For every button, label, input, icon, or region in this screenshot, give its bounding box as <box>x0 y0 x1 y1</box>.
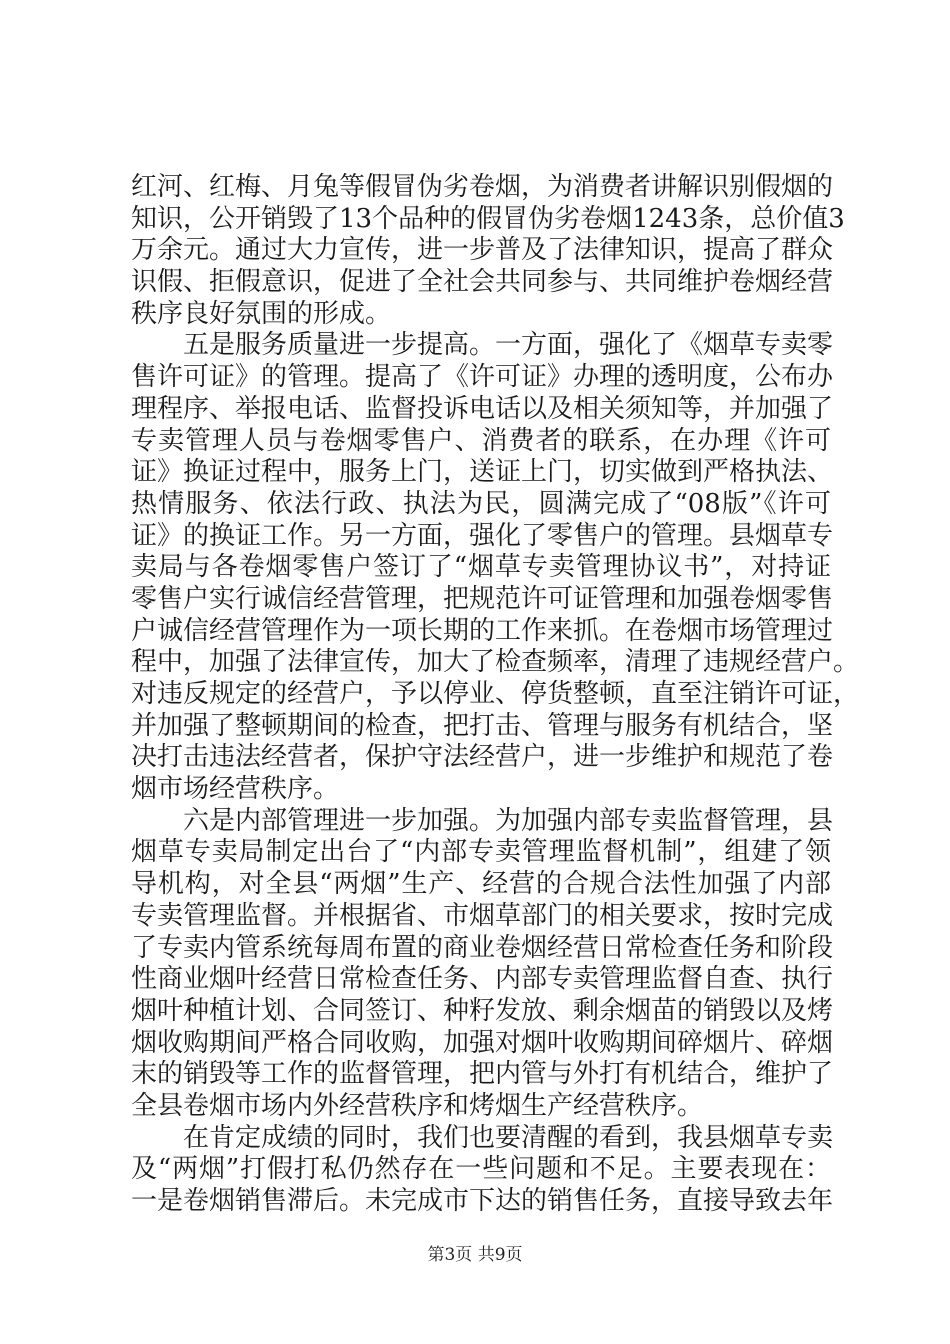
text-line: 热情服务、依法行政、执法为民，圆满完成了“08版”《许可 <box>131 488 831 519</box>
text-line: 烟叶种植计划、合同签订、种籽发放、剩余烟苗的销毁以及烤 <box>131 995 834 1026</box>
page-footer: 第3页 共9页 <box>427 1245 523 1265</box>
text-line: 决打击违法经营者，保护守法经营户，进一步维护和规范了卷 <box>131 742 834 773</box>
text-line: 了专卖内管系统每周布置的商业卷烟经营日常检查任务和阶段 <box>131 932 834 963</box>
text-line: 并加强了整顿期间的检查，把打击、管理与服务有机结合，坚 <box>131 710 834 741</box>
text-line: 六是内部管理进一步加强。为加强内部专卖监督管理，县 <box>131 805 834 836</box>
text-line: 全县卷烟市场内外经营秩序和烤烟生产经营秩序。 <box>131 1090 704 1121</box>
body-text <box>131 172 860 1218</box>
text-line: 烟收购期间严格合同收购，加强对烟叶收购期间碎烟片、碎烟 <box>131 1027 834 1058</box>
text-line: 五是服务质量进一步提高。一方面，强化了《烟草专卖零 <box>131 330 834 361</box>
text-line: 证》换证过程中，服务上门，送证上门，切实做到严格执法、 <box>131 457 834 488</box>
text-line: 烟草专卖局制定出台了“内部专卖管理监督机制”，组建了领 <box>131 837 831 868</box>
text-line: 及“两烟”打假打私仍然存在一些问题和不足。主要表现在： <box>131 1154 831 1185</box>
text-line: 秩序良好氛围的形成。 <box>131 298 392 329</box>
text-line: 性商业烟叶经营日常检查任务、内部专卖管理监督自查、执行 <box>131 964 834 995</box>
text-line: 一是卷烟销售滞后。未完成市下达的销售任务，直接导致去年 <box>131 1186 834 1216</box>
text-line: 在肯定成绩的同时，我们也要清醒的看到，我县烟草专卖 <box>131 1122 834 1153</box>
text-line: 专卖管理监督。并根据省、市烟草部门的相关要求，按时完成 <box>131 900 834 931</box>
text-line: 红河、红梅、月兔等假冒伪劣卷烟，为消费者讲解识别假烟的 <box>131 172 834 202</box>
text-line: 末的销毁等工作的监督管理，把内管与外打有机结合，维护了 <box>131 1059 834 1090</box>
text-line: 导机构，对全县“两烟”生产、经营的合规合法性加强了内部 <box>131 869 831 900</box>
text-line: 对违反规定的经营户，予以停业、停货整顿，直至注销许可证， <box>131 679 860 709</box>
text-line: 知识，公开销毁了13个品种的假冒伪劣卷烟1243条，总价值3 <box>131 203 845 234</box>
text-line: 卖局与各卷烟零售户签订了“烟草专卖管理协议书”，对持证 <box>131 552 831 583</box>
text-line: 售许可证》的管理。提高了《许可证》办理的透明度，公布办 <box>131 362 834 393</box>
text-line: 识假、拒假意识，促进了全社会共同参与、共同维护卷烟经营 <box>131 267 834 298</box>
text-line: 专卖管理人员与卷烟零售户、消费者的联系，在办理《许可 <box>131 425 831 456</box>
text-line: 烟市场经营秩序。 <box>131 774 340 805</box>
text-line: 户诚信经营管理作为一项长期的工作来抓。在卷烟市场管理过 <box>131 615 834 646</box>
text-line: 理程序、举报电话、监督投诉电话以及相关须知等，并加强了 <box>131 393 834 424</box>
text-line: 程中，加强了法律宣传，加大了检查频率，清理了违规经营户。 <box>131 647 860 678</box>
text-line: 万余元。通过大力宣传，进一步普及了法律知识，提高了群众 <box>131 235 834 266</box>
text-line: 零售户实行诚信经营管理，把规范许可证管理和加强卷烟零售 <box>131 583 834 614</box>
text-line: 证》的换证工作。另一方面，强化了零售户的管理。县烟草专 <box>131 520 834 551</box>
